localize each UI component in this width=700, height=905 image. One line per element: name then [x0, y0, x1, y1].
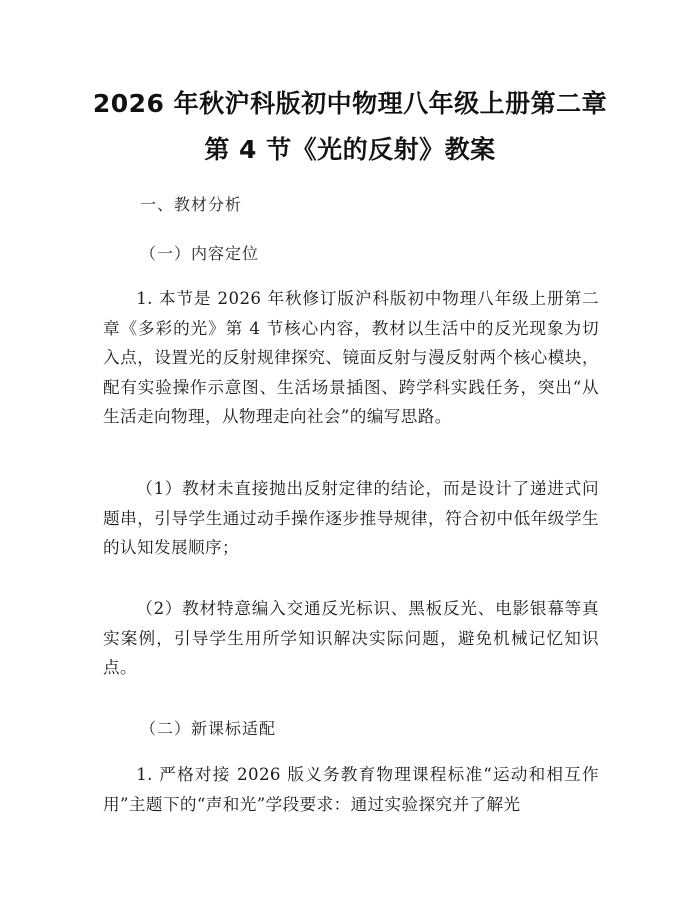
- paragraph-content-positioning: 1. 本节是 2026 年秋修订版沪科版初中物理八年级上册第二章《多彩的光》第 4 节核心内容，教材以生活中的反光现象为切入点，设置光的反射规律探究、镜面反射与漫反射两个核心模块，配有实验操作示意图、生活场景插图、跨学科实践任务，突出“从生活走向物理，从物理走向社会”的编写思路。: [103, 289, 599, 426]
- paragraph-point-1: （1）教材未直接抛出反射定律的结论，而是设计了递进式问题串，引导学生通过动手操作逐步推导规律，符合初中低年级学生的认知发展顺序；: [103, 479, 599, 557]
- subsection-heading-curriculum-alignment: （二）新课标适配: [140, 719, 277, 738]
- document-title-line-2: 第 4 节《光的反射》教案: [204, 135, 496, 164]
- section-heading-textbook-analysis: 一、教材分析: [140, 195, 243, 214]
- paragraph-curriculum-alignment: 1. 严格对接 2026 版义务教育物理课程标准“运动和相互作用”主题下的“声和光”学段要求：通过实验探究并了解光: [103, 765, 599, 814]
- subsection-heading-content-positioning: （一）内容定位: [140, 244, 260, 263]
- paragraph-point-2: （2）教材特意编入交通反光标识、黑板反光、电影银幕等真实案例，引导学生用所学知识解决实际问题，避免机械记忆知识点。: [103, 599, 599, 677]
- document-title-line-1: 2026 年秋沪科版初中物理八年级上册第二章: [92, 89, 608, 118]
